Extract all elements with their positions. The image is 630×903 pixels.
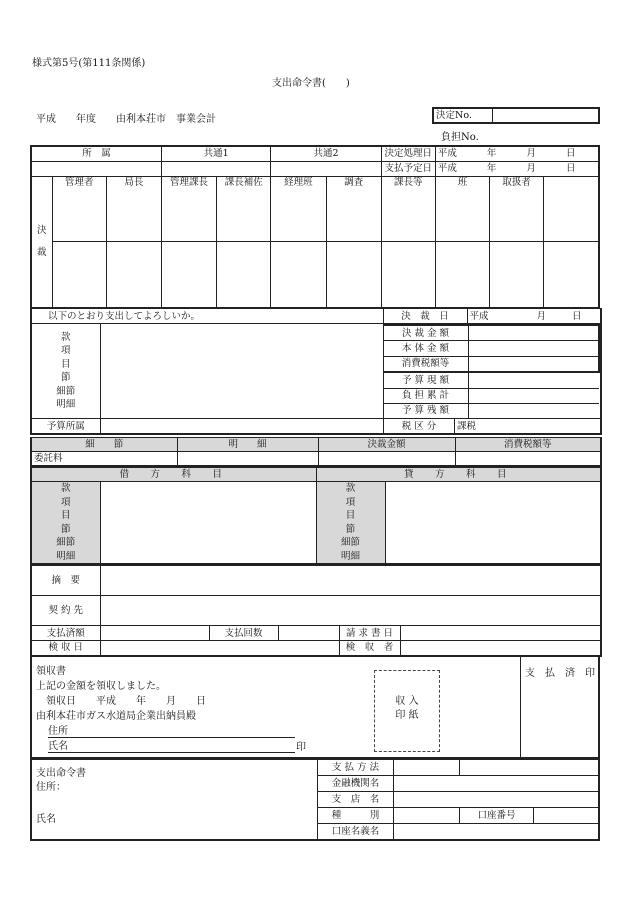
seal-cell[interactable] (490, 241, 544, 308)
account-type-label: 種 別 (318, 808, 394, 824)
seal-cell[interactable] (326, 241, 381, 308)
kyotsu2-header: 共通2 (271, 146, 381, 161)
budget-remain-field[interactable] (468, 403, 599, 418)
bank-name-label: 金融機関名 (318, 775, 394, 791)
receipt-name-field[interactable]: 氏名 (48, 737, 295, 753)
kessai-date-field[interactable]: 平成 月 日 (467, 309, 601, 324)
burden-total-label: 負 担 累 計 (384, 388, 469, 403)
tekiyo-field[interactable] (100, 566, 601, 596)
inspector-label: 検 収 者 (339, 641, 400, 656)
detail-header-tax: 消費税額等 (455, 438, 601, 452)
shozoku-header: 所 属 (31, 146, 161, 161)
form-number: 様式第5号(第111条関係) (32, 58, 146, 69)
accounts-table (30, 467, 602, 565)
payment-section (30, 759, 600, 841)
hontai-amount-field[interactable] (468, 341, 599, 356)
seal-cell[interactable] (435, 241, 489, 308)
yosan-shozoku-field[interactable] (100, 419, 383, 435)
burden-no-label: 負担No. (441, 132, 479, 143)
yosan-shozoku-label: 予算所属 (31, 419, 100, 435)
kessai-amount-label: 決 裁 金 額 (384, 325, 469, 341)
amount-list (384, 324, 601, 418)
payment-count-label: 支払回数 (209, 626, 278, 641)
approver-3: 管理課長 (161, 176, 216, 241)
page-title: 支出命令書( ) (272, 78, 350, 89)
receipt-seal-mark: 印 (296, 742, 306, 753)
detail-header-setsu: 細 節 (31, 438, 177, 452)
account-type-field[interactable] (394, 808, 460, 824)
detail-header-meisai: 明 細 (177, 438, 318, 452)
paid-amount-field[interactable] (100, 626, 209, 641)
tekiyo-label: 摘 要 (31, 566, 100, 596)
approver-6: 調査 (326, 176, 381, 241)
inspection-date-field[interactable] (100, 641, 339, 656)
receipt-address-field[interactable]: 住所 (48, 722, 295, 738)
paid-seal-label: 支 払 済 印 (525, 668, 595, 679)
inspector-field[interactable] (400, 641, 601, 656)
approver-9: 取扱者 (490, 176, 544, 241)
debit-code-values[interactable] (100, 482, 316, 565)
kessai-date-label: 決 裁 日 (383, 309, 467, 324)
detail-table (30, 437, 602, 467)
decision-no-box (432, 107, 600, 124)
payment-count-field[interactable] (278, 626, 339, 641)
debit-code-labels: 款 項 目 節 細節 明細 (31, 482, 100, 565)
detail-header-amount: 決裁金額 (318, 438, 455, 452)
debit-header: 借 方 科 目 (31, 468, 316, 482)
detail-row-meisai[interactable] (177, 452, 318, 466)
bank-name-field[interactable] (394, 775, 599, 791)
kyotsu1-header: 共通1 (161, 146, 270, 161)
branch-name-field[interactable] (394, 791, 599, 807)
inspection-date-label: 検 収 日 (31, 641, 100, 656)
approver-4: 課長補佐 (217, 176, 271, 241)
decision-no-label: 決定No. (433, 108, 493, 123)
detail-row-setsu[interactable]: 委託料 (31, 452, 177, 466)
approver-1: 管理者 (52, 176, 106, 241)
budget-current-label: 予 算 現 額 (384, 372, 469, 388)
decision-no-field[interactable] (493, 108, 600, 123)
account-no-label: 口座番号 (460, 808, 534, 824)
kettei-date-label: 決定処理日 (381, 146, 435, 161)
kettei-date-field[interactable]: 平成 年 月 日 (435, 146, 599, 161)
kyotsu1-field[interactable] (161, 161, 270, 176)
credit-code-values[interactable] (385, 482, 601, 565)
invoice-date-label: 請 求 書 日 (339, 626, 400, 641)
revenue-stamp-box (374, 670, 440, 752)
tax-amount-field[interactable] (468, 356, 599, 372)
budget-current-field[interactable] (468, 372, 599, 388)
revenue-stamp-label: 収 入 印 紙 (395, 696, 419, 721)
detail-row-tax[interactable] (455, 452, 601, 466)
tax-amount-label: 消費税額等 (384, 356, 469, 372)
payment-title: 支出命令書 (36, 768, 86, 779)
credit-code-labels: 款 項 目 節 細節 明細 (316, 482, 385, 565)
receipt-line1: 上記の金額を領収しました。 (36, 681, 166, 692)
approver-8: 班 (435, 176, 489, 241)
seal-cell[interactable] (106, 241, 161, 308)
seal-cell[interactable] (381, 241, 435, 308)
shozoku-field[interactable] (31, 161, 161, 176)
zei-kubun-value[interactable]: 課税 (457, 420, 477, 432)
approver-5: 経理班 (271, 176, 326, 241)
code-labels: 款 項 目 節 細節 明細 (31, 324, 100, 419)
payee-name-label: 氏名 (36, 814, 56, 825)
pay-method-label: 支 払 方 法 (318, 760, 394, 775)
code-values[interactable] (100, 324, 383, 419)
budget-remain-label: 予 算 残 額 (384, 403, 469, 418)
keiyakusaki-field[interactable] (100, 596, 601, 626)
seal-cell[interactable] (271, 241, 326, 308)
account-no-field[interactable] (534, 808, 599, 824)
approver-blank (544, 176, 599, 241)
kessai-amount-field[interactable] (468, 325, 599, 341)
statement: 以下のとおり支出してよろしいか。 (31, 309, 383, 324)
kyotsu2-field[interactable] (271, 161, 381, 176)
approval-table (30, 145, 600, 309)
keiyakusaki-label: 契 約 先 (31, 596, 100, 626)
shiharai-date-field[interactable]: 平成 年 月 日 (435, 161, 599, 176)
receipt-date-line: 領収日 平成 年 月 日 (46, 696, 206, 707)
invoice-date-field[interactable] (400, 626, 601, 641)
burden-total-field[interactable] (468, 388, 599, 403)
hontai-amount-label: 本 体 金 額 (384, 341, 469, 356)
branch-name-label: 支 店 名 (318, 791, 394, 807)
approver-7: 課長等 (381, 176, 435, 241)
fiscal-year-line: 平成 年度 由利本荘市 事業会計 (36, 114, 216, 125)
account-holder-label: 口座名義名 (318, 824, 394, 839)
seal-cell[interactable] (52, 241, 106, 308)
detail-row-amount[interactable] (318, 452, 455, 466)
info-table (30, 565, 602, 657)
receipt-title: 領収書 (36, 666, 66, 677)
payee-address-label: 住所： (36, 782, 66, 793)
seal-cell[interactable] (217, 241, 271, 308)
pay-method-field[interactable] (394, 760, 460, 775)
account-holder-field[interactable] (394, 824, 599, 839)
seal-cell[interactable] (544, 241, 599, 308)
receipt-section (30, 656, 600, 759)
seal-cell[interactable] (161, 241, 216, 308)
bank-info-table (317, 760, 599, 839)
shiharai-date-label: 支払予定日 (381, 161, 435, 176)
credit-header: 貸 方 科 目 (316, 468, 601, 482)
approver-2: 局長 (106, 176, 161, 241)
amounts-table (30, 308, 602, 435)
receipt-addressee: 由利本荘市ガス水道局企業出納員殿 (36, 711, 196, 722)
paid-seal-box[interactable] (520, 656, 599, 757)
paid-amount-label: 支払済額 (31, 626, 100, 641)
zei-kubun-label: 税 区 分 (384, 419, 455, 433)
kessai-label: 決 裁 (31, 176, 52, 308)
